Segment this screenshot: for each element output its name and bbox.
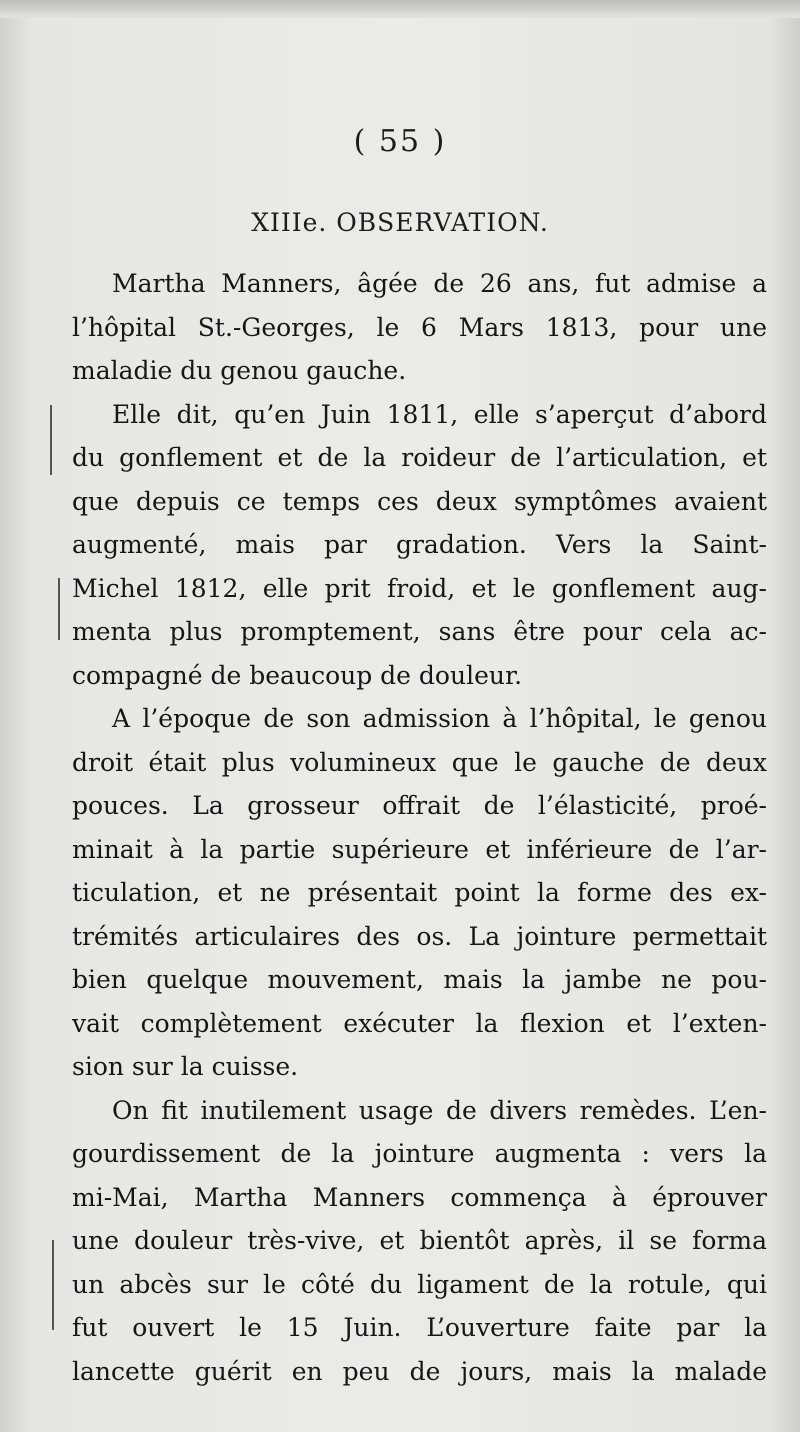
text-line: que depuis ce temps ces deux symptômes avaient (72, 486, 767, 516)
text-line: fut ouvert le 15 Juin. L’ouverture faite par la (72, 1313, 767, 1342)
text-line: du gonflement et de la roideur de l’articulation, et (72, 443, 767, 472)
text-line: ticulation, et ne présentait point la forme des ex- (72, 878, 767, 907)
text-line: Elle dit, qu’en Juin 1811, elle s’aperçut d’abord (112, 399, 767, 429)
text-line: vait complètement exécuter la flexion et l’exten- (72, 1008, 767, 1038)
margin-mark (58, 578, 60, 640)
text-line: augmenté, mais par gradation. Vers la Saint- (72, 530, 767, 559)
text-line: droit était plus volumineux que le gauche de deux (72, 747, 767, 777)
text-line: l’hôpital St.-Georges, le 6 Mars 1813, pour une (72, 312, 767, 342)
text-line: maladie du genou gauche. (72, 356, 407, 385)
text-line: compagné de beaucoup de douleur. (72, 660, 523, 690)
text-line: mi-Mai, Martha Manners commença à éprouver (72, 1182, 767, 1212)
text-line: sion sur la cuisse. (72, 1052, 299, 1081)
text-line: bien quelque mouvement, mais la jambe ne pou- (72, 965, 767, 994)
text-line: minait à la partie supérieure et inférieure de l’ar- (72, 834, 767, 864)
text-line: Michel 1812, elle prit froid, et le gonflement aug- (72, 573, 767, 603)
page-number: ( 55 ) (353, 124, 447, 159)
page-top-edge (0, 0, 800, 18)
text-line: trémités articulaires des os. La jointure permettait (72, 921, 767, 951)
margin-mark (52, 1240, 54, 1330)
text-line: gourdissement de la jointure augmenta : vers la (72, 1139, 767, 1168)
text-line: lancette guérit en peu de jours, mais la malade (72, 1356, 767, 1386)
text-line: pouces. La grosseur offrait de l’élasticité, proé- (72, 791, 767, 820)
text-line: menta plus promptement, sans être pour cela ac- (72, 617, 767, 646)
text-line: A l’époque de son admission à l’hôpital, le genou (112, 704, 767, 733)
text-line: Martha Manners, âgée de 26 ans, fut admise a (112, 269, 767, 298)
observation-heading: XIIIe. OBSERVATION. (251, 208, 549, 237)
margin-mark (50, 405, 52, 475)
text-line: On fit inutilement usage de divers remèdes. L’en- (112, 1095, 767, 1125)
body-text (72, 262, 767, 1393)
text-line: un abcès sur le côté du ligament de la rotule, qui (72, 1269, 767, 1299)
text-line: une douleur très-vive, et bientôt après, il se forma (72, 1226, 767, 1255)
